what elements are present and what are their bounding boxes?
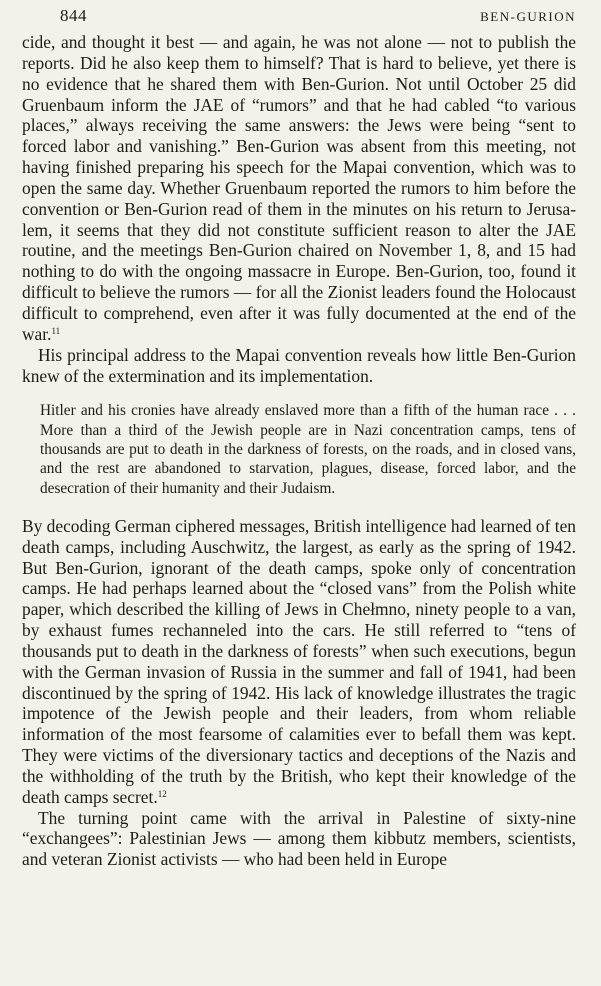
footnote-ref-12: 12 bbox=[157, 788, 167, 799]
body-text bbox=[22, 32, 576, 870]
page-number: 844 bbox=[60, 6, 87, 25]
paragraph-1 bbox=[22, 32, 576, 345]
paragraph-4: The turning point came with the arrival in Palestine of sixty-nine “exchangees”: Palestinian Jews — among them kibbutz members, scientists, and veteran Zionist activists — who had been held in Europe bbox=[22, 807, 576, 870]
running-head bbox=[22, 6, 576, 32]
block-quote-text: Hitler and his cronies have already enslaved more than a fifth of the human race . . . More than a third of the Jewish people are in Nazi concentration camps, tens of thousands are put to death in the darkness of forests, on the roads, and in closed vans, and the rest are abandoned to starvation, plagues, disease, forced labor, and the desecration of their humanity and their Judaism. bbox=[40, 402, 576, 497]
paragraph-3 bbox=[22, 516, 576, 808]
paragraph-2: His principal address to the Mapai convention reveals how little Ben-Gurion knew of the extermination and its implementation. bbox=[22, 344, 576, 386]
paragraph-1-text: cide, and thought it best — and again, he was not alone — not to publish the reports. Did he also keep them to himself? That is hard to believe, yet there is no evidence that he shared them with Ben-Gurion. Not until October 25 did Gruenbaum inform the JAE of “rumors” and that he had cabled “to various places,” always receiving the same answers: the Jews were being “sent to forced labor and vanishing.” Ben-Gurion was absent from this meeting, not having finished preparing his speech for the Mapai convention, which was to open the same day. Whether Gruenbaum reported the rumors to him before the convention or Ben-Gurion read of them in the minutes on his return to Jerusalem, it seems that they did not constitute sufficient reason to alter the JAE routine, and the meetings Ben-Gurion chaired on November 1, 8, and 15 had nothing to do with the ongoing massacre in Europe. Ben-Gurion, too, found it difficult to believe the rumors — for all the Zionist leaders found the Holocaust difficult to comprehend, even after it was fully documented at the end of the war. bbox=[22, 32, 576, 344]
footnote-ref-11: 11 bbox=[51, 325, 61, 336]
block-quote bbox=[40, 401, 576, 497]
paragraph-3-text: By decoding German ciphered messages, British intelligence had learned of ten death camps, including Auschwitz, the largest, as early as the spring of 1942. But Ben-Gurion, ignorant of the death camps, spoke only of concentration camps. He had perhaps learned about the “closed vans” from the Polish white paper, which described the killing of Jews in Chełmno, ninety people to a van, by exhaust fumes rechanneled into the cars. He still referred to “tens of thousands put to death in the darkness of forests” when such executions, begun with the German invasion of Russia in the summer and fall of 1941, had been discontinued by the spring of 1942. His lack of knowledge illustrates the tragic impotence of the Jewish people and their leaders, from whom reliable information of the most fearsome of calamities ever to befall them was kept. They were victims of the diversionary tactics and deceptions of the Nazis and the withholding of the truth by the British, who kept their knowledge of the death camps secret. bbox=[22, 515, 576, 807]
running-title: BEN-GURION bbox=[480, 9, 576, 24]
